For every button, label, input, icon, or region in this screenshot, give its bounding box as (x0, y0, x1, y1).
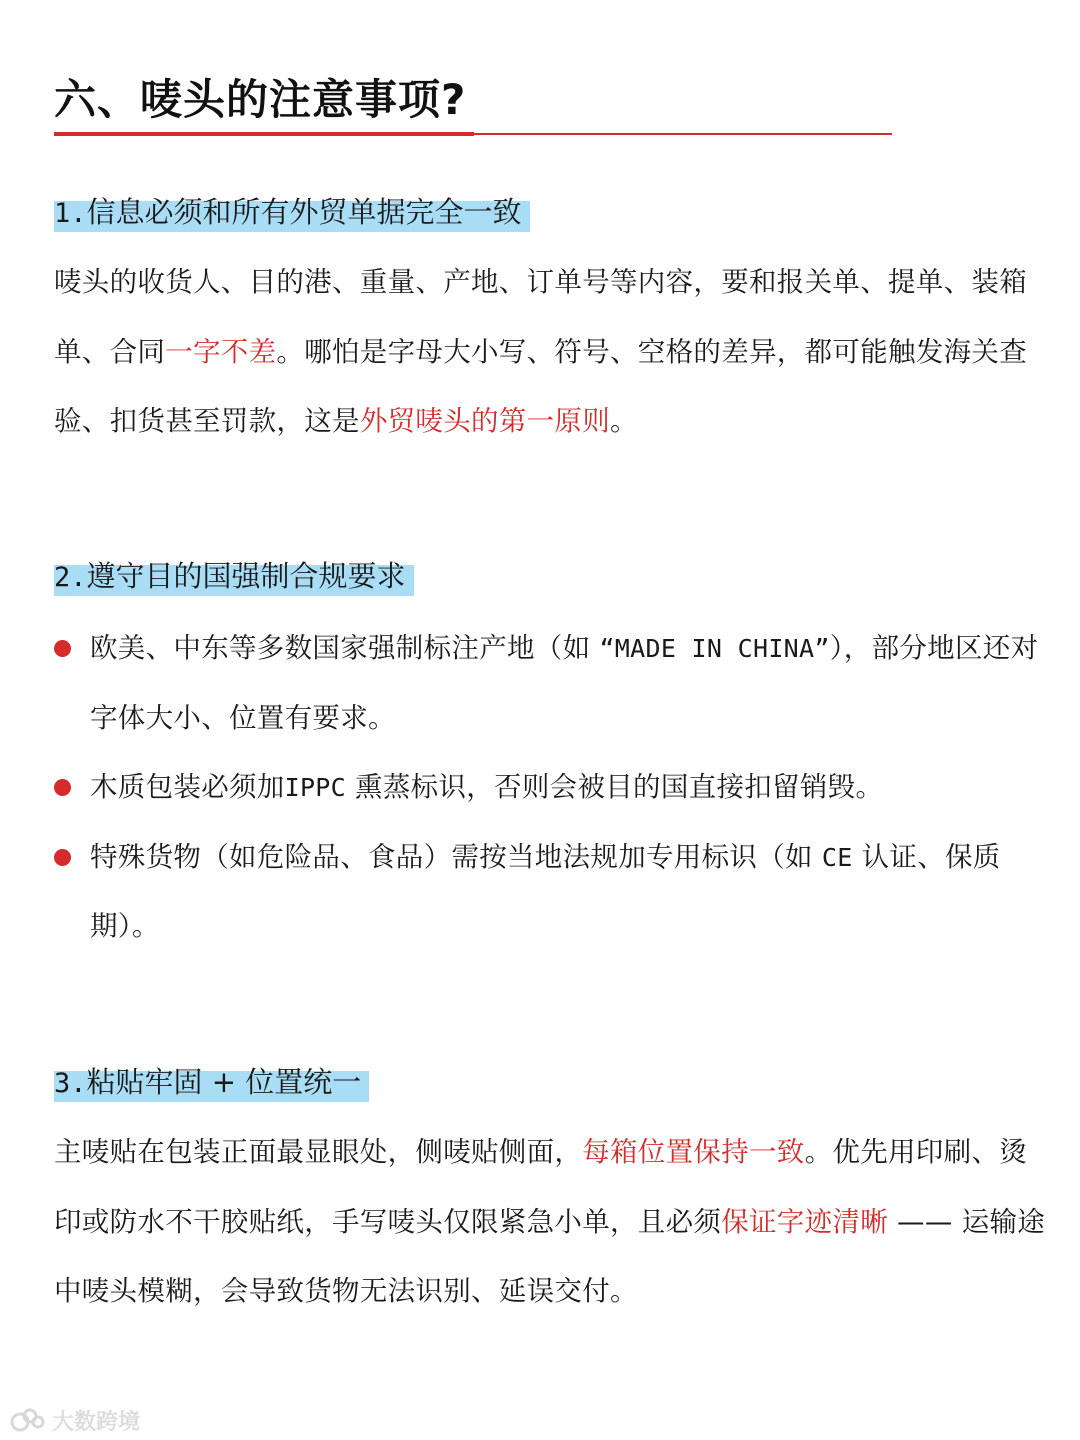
section-1-text-b: 。哪怕是字母大小写、符号、空格的差异，都可能触发海关查验、扣货甚至罚款，这是 (54, 335, 1028, 437)
section-3-heading-text: 粘贴牢固 + 位置统一 (86, 1065, 362, 1099)
section-3-number: 3. (54, 1068, 87, 1099)
section-2-number: 2. (54, 562, 87, 593)
section-1-text-a: 唛头的收货人、目的港、重量、产地、订单号等内容，要和报关单、提单、装箱单、合同 (54, 266, 1027, 368)
bullet-2-code: IPPC (284, 773, 347, 802)
bullet-dot-icon (54, 779, 71, 796)
bullet-2-text-b: 熏蒸标识，否则会被目的国直接扣留销毁。 (346, 771, 884, 803)
section-2-bullet-list (54, 614, 1054, 962)
section-3-paragraph (54, 1118, 1054, 1327)
section-1-highlight-1: 一字不差 (165, 335, 277, 368)
section-2-heading (54, 556, 414, 596)
section-3-text-c: —— 运输途中唛头模糊，会导致货物无法识别、延误交付。 (54, 1205, 1046, 1307)
bullet-3-text-a: 特殊货物（如危险品、食品）需按当地法规加专用标识（如 (90, 840, 822, 873)
section-1-heading-text: 信息必须和所有外贸单据完全一致 (86, 195, 522, 229)
section-3-text-b: 。优先用印刷、烫印或防水不干胶贴纸，手写唛头仅限紧急小单，且必须 (54, 1136, 1028, 1238)
bullet-dot-icon (54, 640, 71, 657)
section-3-highlight-1: 每箱位置保持一致 (582, 1136, 805, 1168)
bullet-3-text-b: 认证、保质期）。 (90, 840, 1001, 942)
title-underline-thin (474, 133, 892, 135)
list-item (54, 753, 1054, 823)
section-2-heading-text: 遵守目的国强制合规要求 (86, 559, 406, 593)
section-1-number: 1. (54, 198, 87, 229)
section-3-text-a: 主唛贴在包装正面最显眼处，侧唛贴侧面， (54, 1136, 583, 1168)
section-1-text-c: 。 (610, 405, 638, 437)
bullet-1-text-a: 欧美、中东等多数国家强制标注产地（如 (90, 632, 600, 664)
section-3-highlight-2: 保证字迹清晰 (721, 1205, 889, 1238)
list-item (54, 614, 1054, 753)
watermark-text: 大数跨境 (52, 1409, 141, 1435)
title-underline-thick (54, 132, 474, 136)
bullet-1-code: “MADE IN CHINA” (599, 634, 830, 663)
watermark-logo-icon (10, 1405, 46, 1435)
bullet-1-text-b: ），部分地区还对字体大小、位置有要求。 (90, 632, 1039, 734)
bullet-2-text-a: 木质包装必须加 (90, 771, 285, 803)
page-title: 六、唛头的注意事项? (54, 75, 467, 124)
section-1-highlight-2: 外贸唛头的第一原则 (359, 405, 611, 437)
list-item (54, 823, 1054, 962)
bullet-3-code: CE (821, 842, 853, 872)
bullet-dot-icon (54, 849, 71, 866)
section-1-heading (54, 192, 530, 232)
watermark (10, 1402, 140, 1438)
section-3-heading (54, 1062, 369, 1102)
section-1-paragraph (54, 248, 1054, 457)
